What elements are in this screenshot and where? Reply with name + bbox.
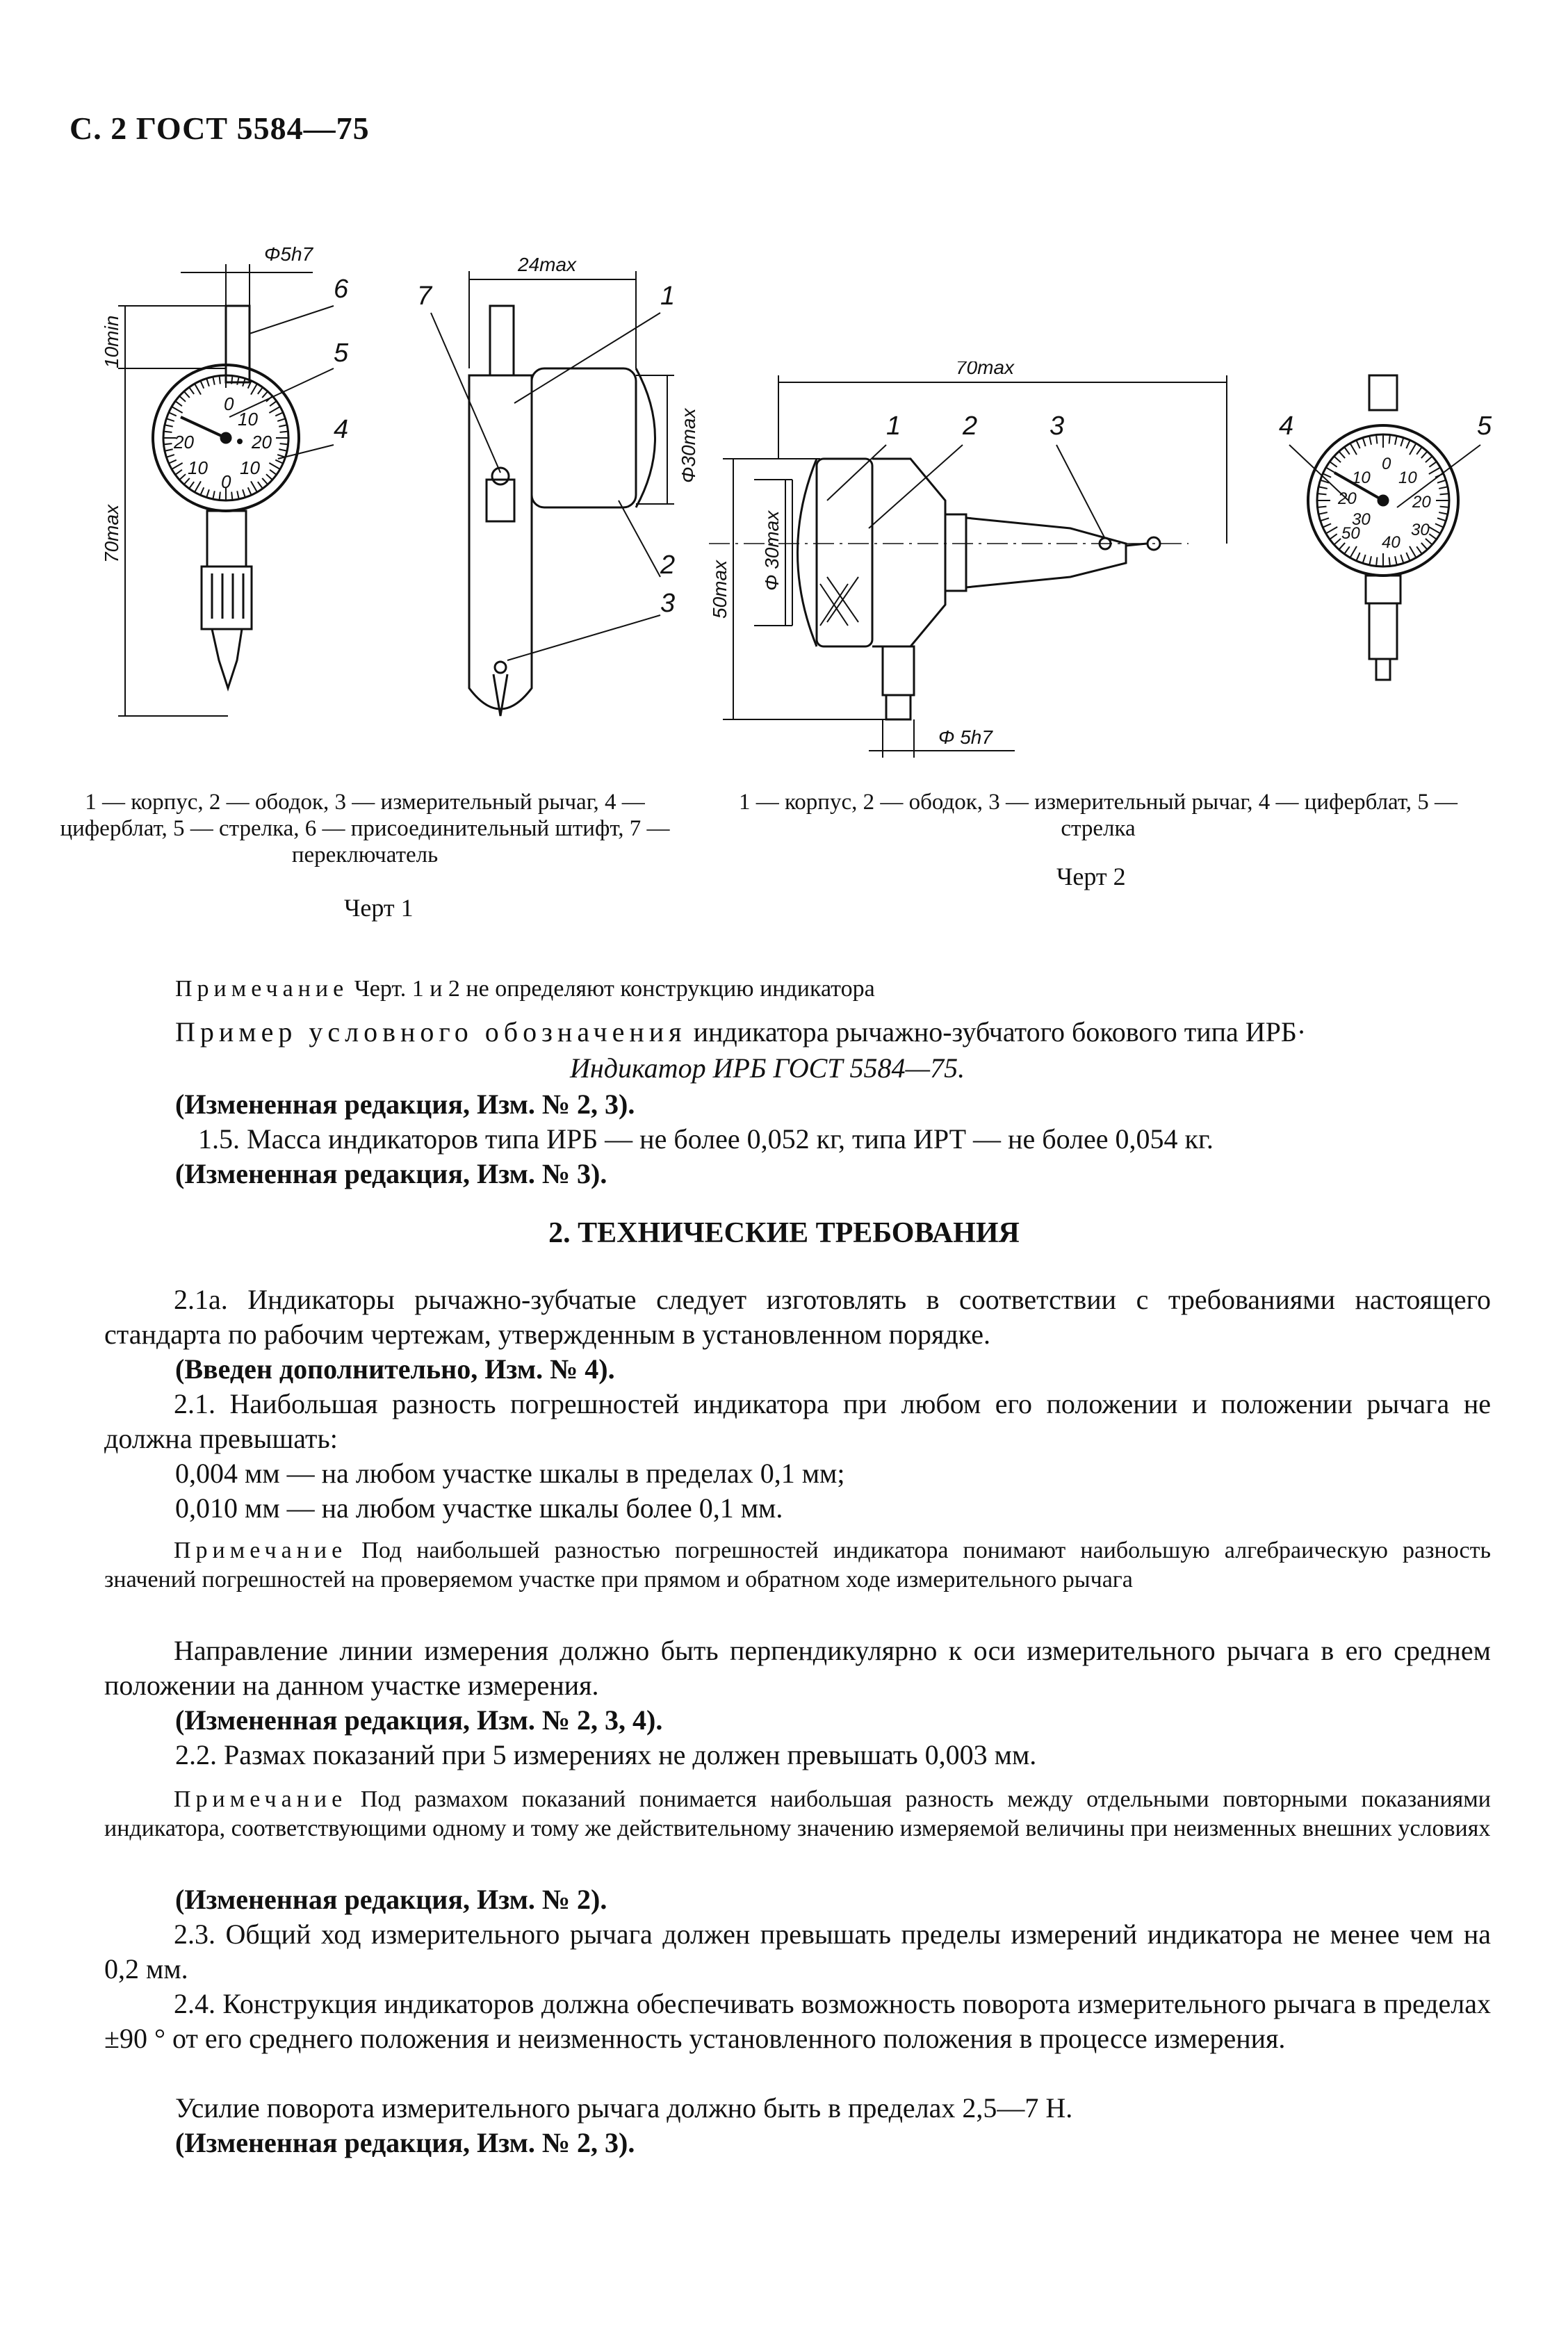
dial-tick [1395,436,1397,445]
dial-tick [195,384,201,395]
dial-tick [1389,435,1390,444]
fig2-dial-label: 40 [1382,533,1400,552]
note-figures [175,975,1489,1004]
dial-tick [275,412,283,416]
amendment-note: (Измененная редакция, Изм. № 2). [175,1884,607,1915]
fig1-dial-label: 10 [238,409,258,430]
dial-tick [166,418,174,421]
dial-tick [237,491,238,499]
figure-2-drawing [709,361,1501,758]
dial-tick [231,492,232,500]
dial-tick [1429,462,1437,467]
note-label: Примечание [174,1786,348,1812]
dial-tick [1323,523,1331,527]
dial-tick [1363,438,1366,446]
fig2-dim-pin: Φ 5h7 [938,726,993,748]
dial-tick [270,470,277,475]
fig1-dial-label: 20 [252,432,272,453]
fig2-dim-height: 50max [709,560,730,619]
dial-tick [1350,546,1357,557]
designation-value: Индикатор ИРБ ГОСТ 5584—75. [570,1052,965,1084]
fig2-dial-label: 30 [1411,521,1430,539]
dial-tick [1369,556,1371,565]
fig1-callout: 1 [660,282,676,311]
fig2-callout: 2 [963,412,978,441]
dial-tick [1426,539,1432,545]
section-title: 2. ТЕХНИЧЕСКИЕ ТРЕБОВАНИЯ [548,1217,1020,1249]
dial-tick [1376,435,1377,444]
dial-tick [1421,451,1428,458]
note-error-difference [104,1536,1491,1595]
clause-2-1-item: 0,004 мм — на любом участке шкалы в пределах 0,1 мм; [175,1458,845,1489]
dial-tick [1363,555,1366,563]
fig1-callout: 4 [334,415,349,444]
figure-2-caption: 1 — корпус, 2 — ободок, 3 — измерительный рычаг, 4 — циферблат, 5 — стрелка [738,790,1458,841]
dial-tick [1334,456,1341,462]
dial-tick [1437,480,1446,483]
figure-1-caption: 1 — корпус, 2 — ободок, 3 — измерительный рычаг, 4 — циферблат, 5 — стрелка, 6 — присоединительный штифт, 7 — переключатель [60,790,670,867]
dial-tick [266,474,272,480]
dial-tick [163,443,172,444]
note-text: Под наибольшей разностью погрешностей индикатора понимают наибольшую алгебраическую разность значений погрешностей на проверяемом участке при прямом и обратном ходе измерительного рычага [104,1538,1491,1592]
note-text: Под размахом показаний понимается наибольшая разность между отдельными повторными показаниями индикатора, соответствующими одному и тому же действительному значению измеряемой величины при неизменных внешних условиях [104,1786,1492,1841]
clause-2-1a: 2.1а. Индикаторы рычажно-зубчатые следует изготовлять в соответствии с требованиями настоящего стандарта по рабочим чертежам, утвержденным в установленном порядке. [104,1284,1491,1350]
dial-tick [165,449,173,450]
fig1-callout: 5 [334,339,349,368]
dial-tick [1344,447,1350,455]
dial-tick [1429,468,1440,475]
fig2-dial-label: 20 [1338,489,1357,508]
dial-tick [270,401,277,406]
fig2-dial-label: 10 [1398,469,1417,487]
dial-tick [1437,518,1446,521]
amendment-note: (Измененная редакция, Изм. № 2, 3, 4). [175,1704,663,1736]
dial-tick [189,482,194,489]
dial-tick [262,478,268,484]
example-label: Пример условного обозначения [175,1016,687,1048]
dial-tick [1321,518,1329,521]
note-scatter [104,1785,1491,1843]
dial-tick [172,407,183,413]
dial-tick [231,375,232,384]
amendment-note: (Введен дополнительно, Изм. № 4). [175,1353,615,1385]
paragraph-direction: Направление линии измерения должно быть перпендикулярно к оси измерительного рычага в его среднем положении на данном участке измерения. [104,1635,1491,1701]
dial-tick [184,478,190,484]
dial-tick [200,381,204,389]
dial-tick [1330,462,1337,467]
dial-tick [248,487,252,495]
dial-tick [1406,553,1410,561]
dial-tick [1429,527,1440,534]
dial-tick [1410,443,1416,455]
dial-tick [206,378,209,386]
dial-tick [175,401,182,406]
dial-tick [206,489,209,497]
note-label: Примечание [175,976,349,1002]
dial-tick [1400,438,1403,446]
fig2-callout: 3 [1050,412,1065,441]
amendment-note: (Измененная редакция, Изм. № 2, 3). [175,1089,635,1120]
dial-tick [175,470,182,475]
fig2-callout: 5 [1477,412,1492,441]
fig1-dial-label: 20 [174,432,194,453]
fig1-callout: 6 [334,275,349,304]
dial-tick [1395,556,1397,565]
dial-tick [280,443,288,444]
fig2-dial-label: 50 [1341,524,1360,543]
dial-tick [213,491,214,499]
dial-tick [184,391,190,398]
dial-tick [166,455,174,457]
fig1-callout: 2 [660,551,676,580]
clause-2-4: 2.4. Конструкция индикаторов должна обеспечивать возможность поворота измерительного рычага в пределах ±90 ° от его среднего положения и неизменность установленного положения в процессе измерения. [104,1988,1491,2054]
dial-tick [1330,534,1337,539]
dial-tick [1376,557,1377,567]
fig2-callout: 4 [1279,412,1294,441]
dial-tick [279,425,287,426]
dial-tick [1435,523,1444,527]
fig1-dim-min: 10min [101,315,122,368]
clause-2-1-item: 0,010 мм — на любом участке шкалы более 0,1 мм. [175,1492,783,1524]
dial-tick [243,489,245,497]
figure-1-title: Черт 1 [344,894,414,922]
amendment-note: (Измененная редакция, Изм. № 3). [175,1158,607,1189]
fig1-dial-label: 10 [240,457,260,478]
page-header: С. 2 ГОСТ 5584—75 [70,111,370,146]
fig1-dim-body: Φ30max [678,408,699,483]
dial-tick [165,425,173,426]
dial-tick [251,481,257,492]
fig1-dial-label: 0 [221,471,231,492]
paragraph-force: Усилие поворота измерительного рычага должно быть в пределах 2,5—7 Н. [175,2092,1073,2124]
dial-tick [1410,546,1416,557]
dial-tick [1416,447,1422,455]
dial-tick [1339,451,1345,458]
figure-2-title: Черт 2 [1056,863,1126,890]
dial-tick [195,481,201,492]
figure-1-drawing [70,229,709,758]
dial-tick [1318,487,1328,489]
fig2-dial-label: 20 [1412,493,1431,512]
dial-tick [1400,555,1403,563]
dial-tick [237,377,238,385]
fig2-dim-length: 70max [956,361,1015,378]
fig1-dim-width: 24max [518,254,577,275]
fig1-dial-label: 0 [224,393,234,414]
dial-tick [279,449,287,450]
fig2-dial-label: 0 [1382,455,1391,473]
fig2-dial-label: 10 [1352,469,1371,487]
clause-2-2: 2.2. Размах показаний при 5 измерениях не должен превышать 0,003 мм. [175,1739,1037,1770]
dial-tick [1439,512,1448,514]
example-text: индикатора рычажно-зубчатого бокового типа ИРБ· [693,1016,1307,1048]
fig2-dim-body: Φ 30max [761,510,783,591]
note-label: Примечание [174,1538,348,1563]
dial-tick [1334,539,1341,545]
dial-tick [262,391,268,398]
dial-tick [275,460,283,464]
clause-2-3: 2.3. Общий ход измерительного рычага должен превышать пределы измерений индикатора не менее чем на 0,2 мм. [104,1918,1491,1985]
dial-tick [169,412,177,416]
dial-tick [1339,543,1345,550]
dial-tick [1389,557,1390,567]
dial-tick [213,377,214,385]
dial-tick [1416,546,1422,554]
clause-2-1: 2.1. Наибольшая разность погрешностей индикатора при любом его положении и положении рычага не должна превышать: [104,1388,1491,1454]
dial-tick [172,463,183,469]
dial-tick [1326,527,1337,534]
dial-tick [277,418,285,421]
dial-tick [179,396,186,402]
fig1-callout: 3 [660,589,676,618]
dial-tick [1429,534,1437,539]
dial-tick [258,387,263,394]
fig1-dial-label: 10 [188,457,208,478]
designation-example [175,1015,1489,1050]
note-text: Черт. 1 и 2 не определяют конструкцию индикатора [354,976,875,1002]
dial-tick [269,407,280,413]
dial-tick [179,474,186,480]
dial-tick [1356,440,1359,448]
amendment-note: (Измененная редакция, Изм. № 2, 3). [175,2127,635,2158]
dial-tick [1406,440,1410,448]
dial-tick [169,460,177,464]
dial-tick [1350,443,1357,455]
dial-tick [1426,456,1432,462]
fig1-dim-height: 70max [101,504,122,563]
fig1-callout: 7 [417,282,432,311]
dial-tick [1318,512,1328,514]
dial-tick [189,387,194,394]
clause-1-5: 1.5. Масса индикаторов типа ИРБ — не более 0,052 кг, типа ИРТ — не более 0,054 кг. [198,1123,1214,1155]
dial-tick [1421,543,1428,550]
dial-tick [269,463,280,469]
dial-tick [251,384,257,395]
dial-tick [200,487,204,495]
fig2-dial-label: 30 [1352,510,1371,529]
fig1-dim-pin: Φ5h7 [264,243,313,265]
dial-tick [1344,546,1350,554]
dial-tick [1439,487,1448,489]
dial-tick [258,482,263,489]
dial-tick [1369,436,1371,445]
dial-tick [1356,553,1359,561]
fig2-callout: 1 [886,412,901,441]
